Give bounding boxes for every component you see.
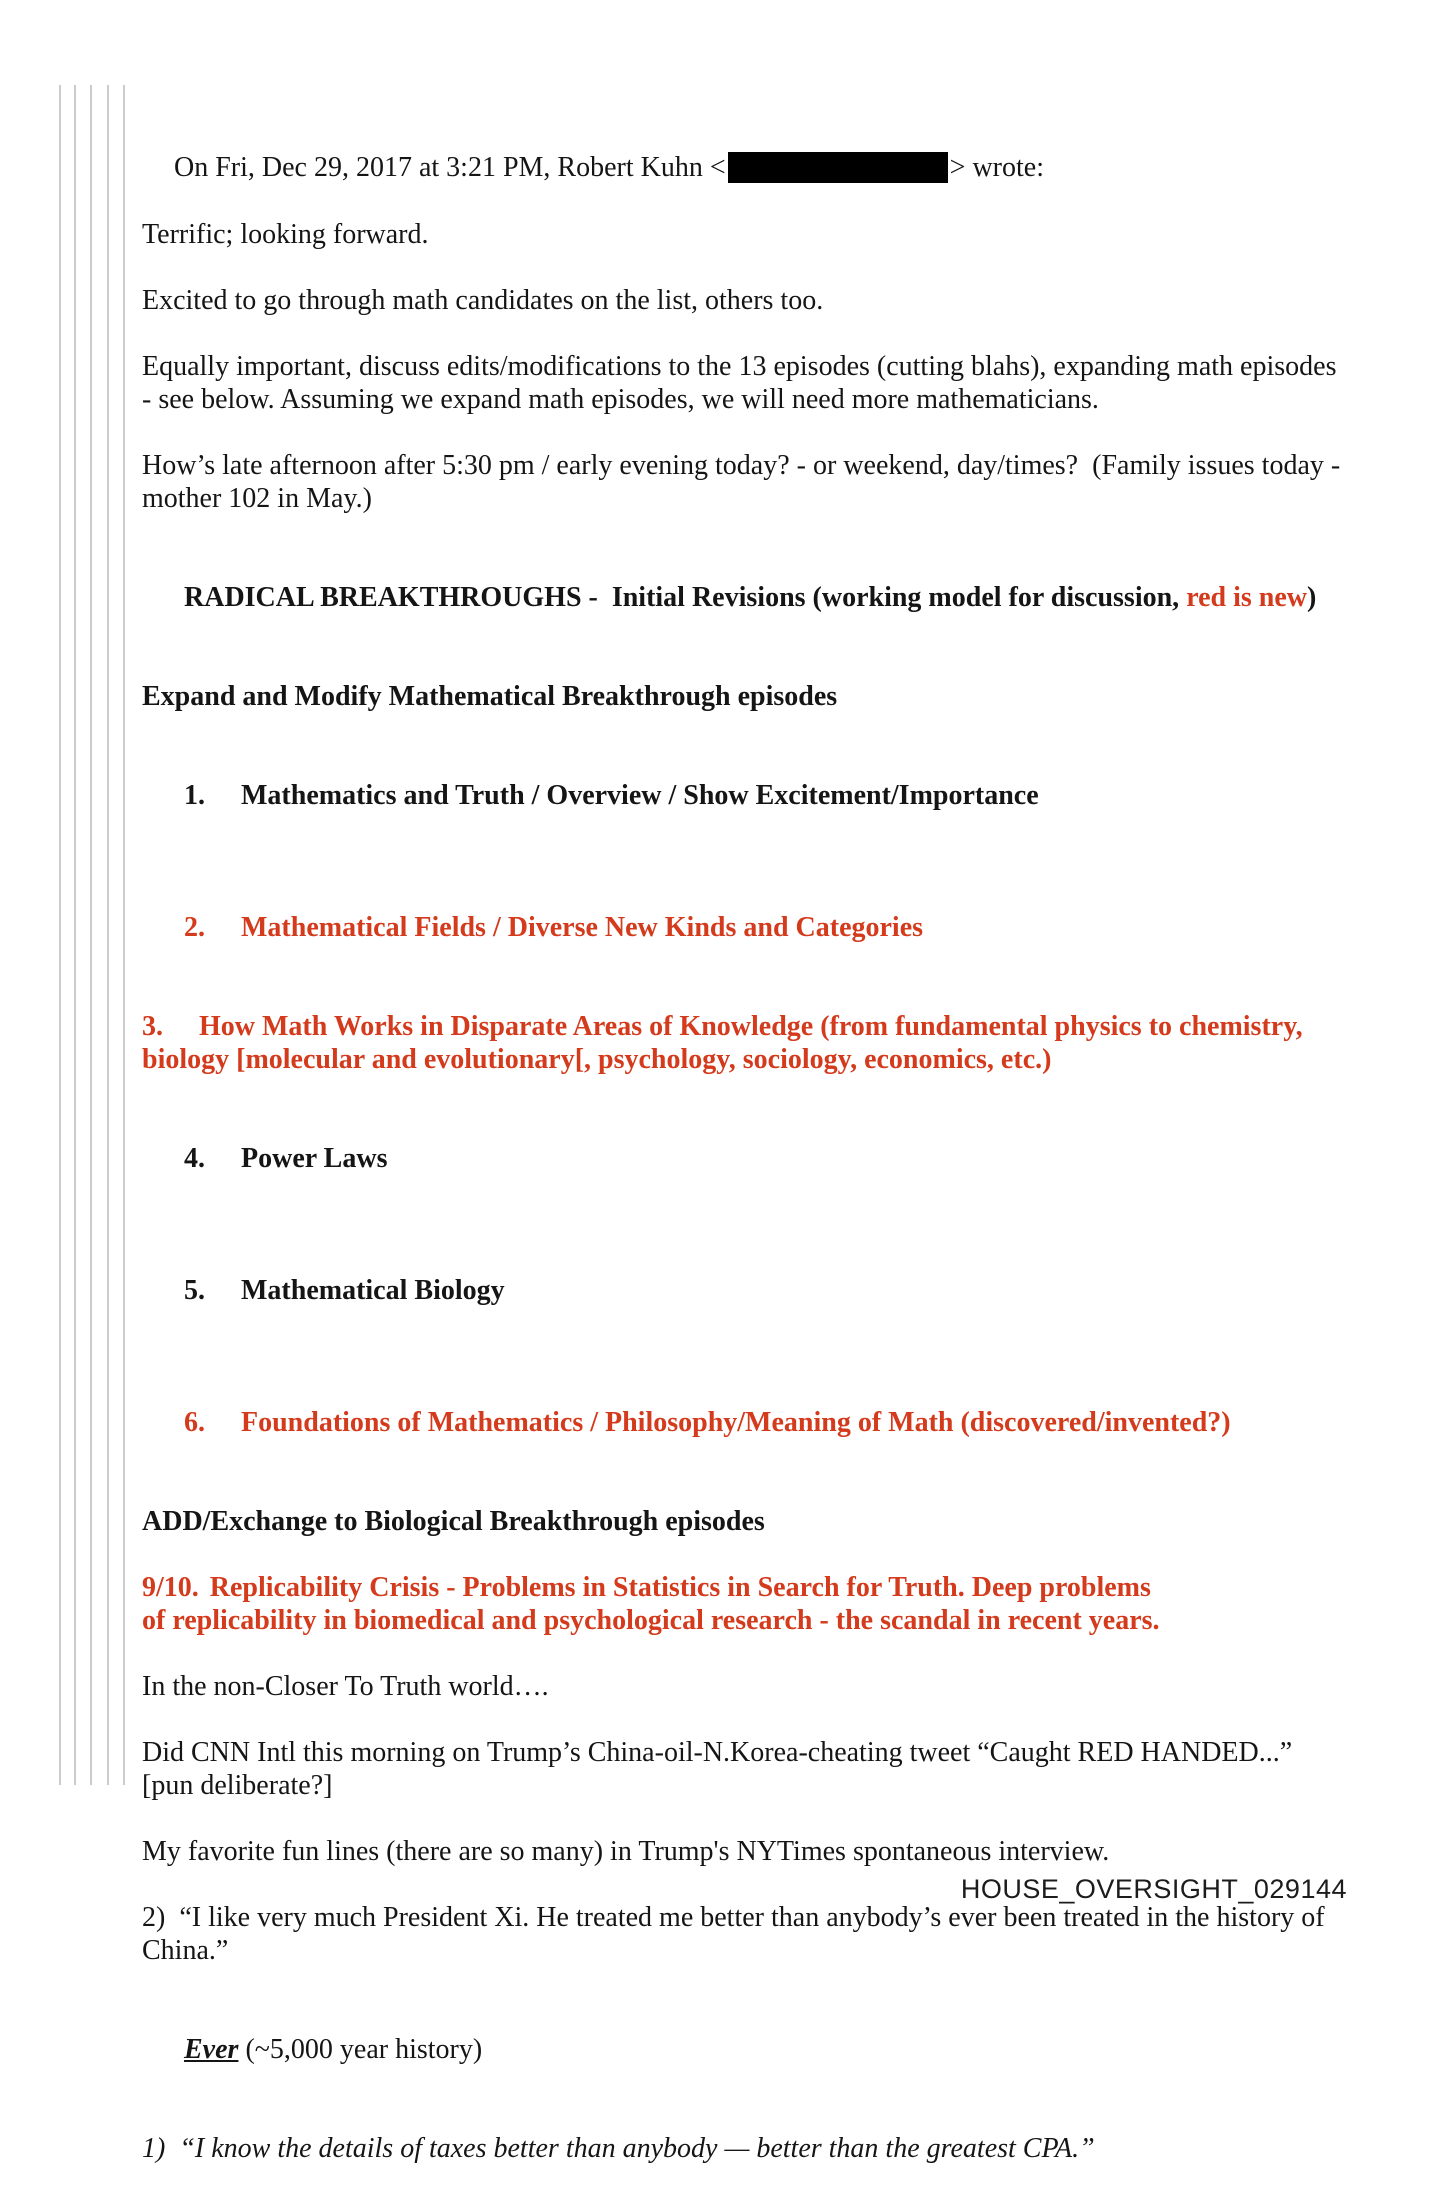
paragraph-hows: [132, 449, 1412, 515]
section-heading-expand: Expand and Modify Mathematical Breakthrough episodes: [142, 681, 838, 712]
paragraph-line: China.”: [142, 1935, 229, 1966]
outline-item-3: [132, 1010, 1412, 1076]
paragraph-greeting: Terrific; looking forward.: [142, 219, 429, 250]
redaction-box: [728, 152, 948, 183]
quote-header-wrote: > wrote:: [949, 152, 1044, 183]
item-text: of replicability in biomedical and psychological research - the scandal in recent years.: [142, 1605, 1160, 1636]
outline-item-1: [132, 746, 1412, 845]
item-text: Power Laws: [241, 1143, 388, 1174]
item-number: 2.: [184, 912, 205, 943]
item-text: Mathematics and Truth / Overview / Show Excitement/Importance: [241, 780, 1039, 811]
paragraph-non-ctt: In the non-Closer To Truth world….: [142, 1671, 549, 1702]
outline-item-6: [132, 1373, 1412, 1472]
paragraph-line: mother 102 in May.): [142, 483, 372, 514]
paragraph-line: 2) “I like very much President Xi. He treated me better than anybody’s ever been treated in the history of: [142, 1902, 1325, 1933]
quote-bar: [59, 85, 61, 1785]
outline-item-9-10: [132, 1571, 1412, 1637]
item-text: Mathematical Biology: [241, 1275, 505, 1306]
paragraph-taxes-quote: 1) “I know the details of taxes better than anybody — better than the greatest CPA.”: [142, 2133, 1095, 2164]
outline-title-black: RADICAL BREAKTHROUGHS - Initial Revisions (working model for discussion,: [184, 582, 1187, 613]
outline-item-4: [132, 1109, 1412, 1208]
quote-bar: [74, 85, 76, 1785]
paragraph-line: [pun deliberate?]: [142, 1770, 333, 1801]
item-text: Replicability Crisis - Problems in Statistics in Search for Truth. Deep problems: [209, 1572, 1151, 1603]
paragraph-line: - see below. Assuming we expand math episodes, we will need more mathematicians.: [142, 384, 1099, 415]
paragraph-favorite: My favorite fun lines (there are so many) in Trump's NYTimes spontaneous interview.: [142, 1836, 1110, 1867]
item-text: How Math Works in Disparate Areas of Knowledge (from fundamental physics to chemistry,: [199, 1011, 1303, 1042]
email-quote-header: [132, 118, 1412, 217]
item-number: 3.: [142, 1011, 163, 1042]
outline-item-5: [132, 1241, 1412, 1340]
quote-bar: [90, 85, 92, 1785]
outline-title-close: ): [1307, 582, 1317, 613]
ever-emphasis: Ever: [184, 2034, 239, 2065]
section-heading-add-exchange: ADD/Exchange to Biological Breakthrough episodes: [142, 1506, 765, 1537]
item-number: 9/10.: [142, 1572, 199, 1603]
paragraph-line: How’s late afternoon after 5:30 pm / early evening today? - or weekend, day/times? (Family issues today -: [142, 450, 1341, 481]
quote-bar: [107, 85, 109, 1785]
paragraph-equally: [132, 350, 1412, 416]
paragraph-cnn: [132, 1736, 1412, 1802]
bates-number: HOUSE_OVERSIGHT_029144: [960, 1874, 1347, 1904]
item-number: 4.: [184, 1143, 205, 1174]
outline-item-2: [132, 878, 1412, 977]
item-text: biology [molecular and evolutionary[, psychology, sociology, economics, etc.): [142, 1044, 1052, 1075]
item-number: 5.: [184, 1275, 205, 1306]
paragraph-xi-quote: [132, 1901, 1412, 1967]
ever-rest: (~5,000 year history): [238, 2034, 483, 2065]
outline-title: [132, 548, 1412, 647]
item-text: Foundations of Mathematics / Philosophy/Meaning of Math (discovered/invented?): [241, 1407, 1231, 1438]
paragraph-ever: [132, 2000, 1412, 2099]
item-number: 6.: [184, 1407, 205, 1438]
item-text: Mathematical Fields / Diverse New Kinds and Categories: [241, 912, 924, 943]
quote-header-text: On Fri, Dec 29, 2017 at 3:21 PM, Robert Kuhn <: [174, 152, 726, 183]
paragraph-line: Did CNN Intl this morning on Trump’s China-oil-N.Korea-cheating tweet “Caught RED HANDED...”: [142, 1737, 1293, 1768]
paragraph-line: Equally important, discuss edits/modifications to the 13 episodes (cutting blahs), expanding math episodes: [142, 351, 1337, 382]
item-number: 1.: [184, 780, 205, 811]
quote-bar: [123, 85, 125, 1785]
paragraph-excited: Excited to go through math candidates on the list, others too.: [142, 285, 824, 316]
outline-title-red: red is new: [1186, 582, 1308, 613]
